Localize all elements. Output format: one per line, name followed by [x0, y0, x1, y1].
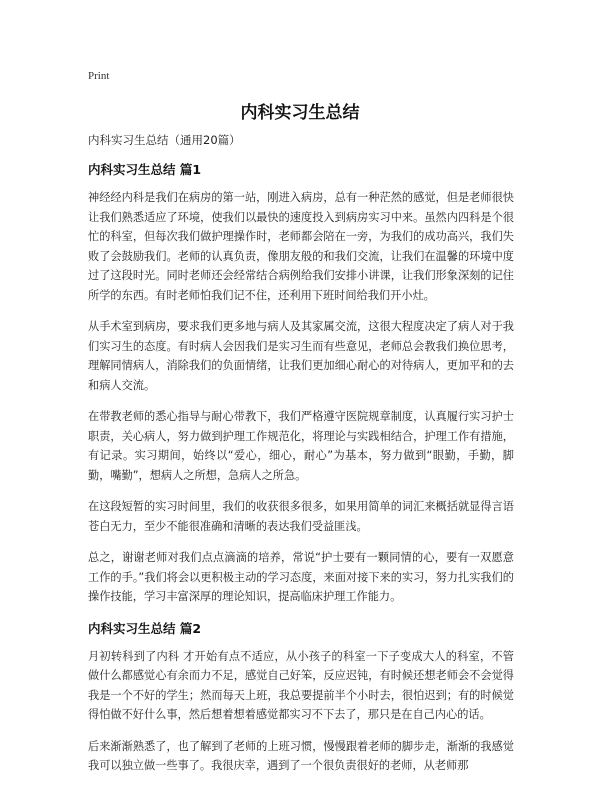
document-body: [88, 130, 514, 788]
section-1: [88, 160, 514, 607]
document-title: 内科实习生总结: [240, 103, 360, 123]
section-2: [88, 619, 514, 776]
paragraph: 从手术室到病房，要求我们更多地与病人及其家属交流，这很大程度决定了病人对于我们实习生的态度。有时病人会因我们是实习生而有些意见，老师总会教我们换位思考，理解同情病人，消除我们的负面情绪，让我们更加细心耐心的对待病人，更加平和的去和病人交流。: [88, 320, 514, 392]
print-link[interactable]: Print: [88, 70, 110, 82]
paragraph: 神经经内科是我们在病房的第一站，刚进入病房，总有一种茫然的感觉，但是老师很快让我们熟悉适应了环境，使我们以最快的速度投入到病房实习中来。虽然内四科是个很忙的科室，但每次我们做护理操作时，老师都会陪在一旁，为我们的成功高兴，我们失败了会鼓励我们。老师的认真负责，像朋友般的和我们交流，让我们在温馨的环境中度过了这段时光。同时老师还会经常结合病例给我们安排小讲课，让我们形象深刻的记住所学的东西。有时老师怕我们记不住，还利用下班时间给我们开小灶。: [88, 191, 514, 302]
document-subtitle: 内科实习生总结（通用20篇）: [88, 133, 241, 147]
paragraph: 总之，谢谢老师对我们点点滴滴的培养，常说“护士要有一颗同情的心，要有一双愿意工作的手。”我们将会以更积极主动的学习态度，来面对接下来的实习，努力扎实我们的操作技能，学习丰富深厚的理论知识，提高临床护理工作能力。: [88, 551, 514, 603]
paragraph: 月初转科到了内科 才开始有点不适应，从小孩子的科室一下子变成大人的科室，不管做什么都感觉心有余而力不足，感觉自己好笨，反应迟钝，有时候还想老师会不会觉得我是一个不好的学生；然而每天上班，我总要提前半个小时去，很怕迟到；有的时候觉得怕做不好什么事，然后想着想着感觉都实习不下去了，那只是在自己内心的话。: [88, 649, 514, 721]
section-heading: 内科实习生总结 篇2: [88, 620, 202, 636]
paragraph: 在带教老师的悉心指导与耐心带教下，我们严格遵守医院规章制度，认真履行实习护士职责，关心病人，努力做到护理工作规范化，将理论与实践相结合，护理工作有措施，有记录。实习期间，始终以“爱心，细心，耐心”为基本，努力做到“眼勤，手勤，脚勤，嘴勤”，想病人之所想，急病人之所急。: [88, 410, 514, 482]
paragraph: 后来渐渐熟悉了，也了解到了老师的上班习惯，慢慢跟着老师的脚步走，渐渐的我感觉我可以独立做一些事了。我很庆幸，遇到了一个很负责很好的老师，从老师那: [88, 739, 514, 772]
paragraph: 在这段短暂的实习时间里，我们的收获很多很多，如果用简单的词汇来概括就显得言语苍白无力，至少不能很准确和清晰的表达我们受益匪浅。: [88, 500, 514, 533]
section-heading: 内科实习生总结 篇1: [88, 162, 202, 177]
